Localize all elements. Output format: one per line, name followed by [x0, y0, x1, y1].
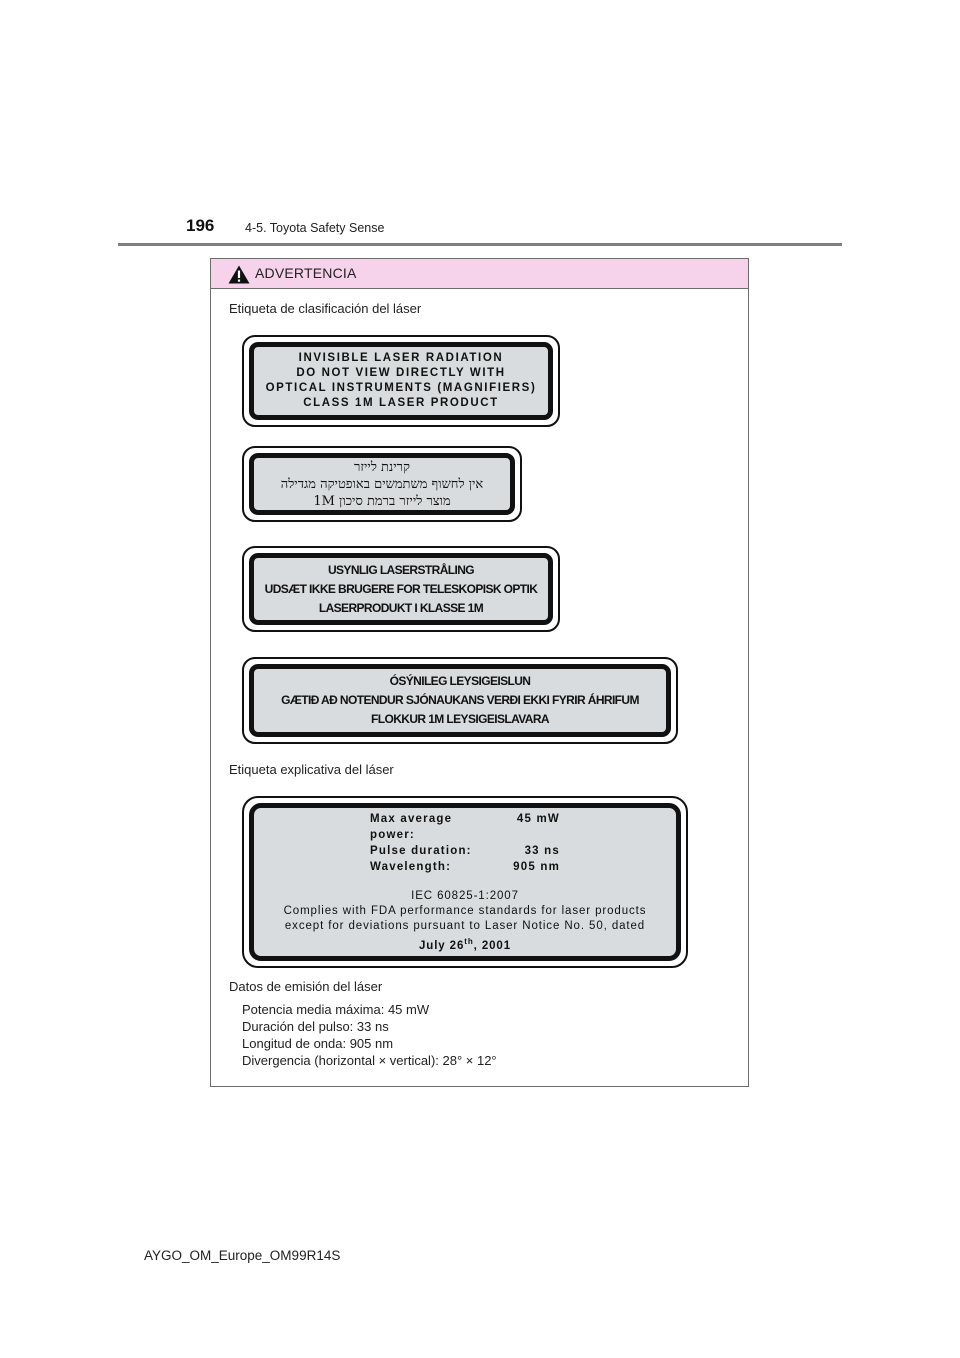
emission-line: Potencia media máxima: 45 mW [242, 1002, 430, 1017]
label-line: DO NOT VIEW DIRECTLY WITH [296, 367, 506, 379]
label-line: קרינת לייזר [354, 459, 410, 475]
spec-value: 45 mW [516, 812, 560, 825]
label-panel [249, 342, 553, 420]
footer-code: AYGO_OM_Europe_OM99R14S [144, 1248, 341, 1263]
spec-value: 33 ns [524, 844, 560, 857]
warning-triangle-icon [228, 265, 250, 284]
spec-value: 905 nm [513, 860, 560, 873]
spec-label: Max average power: [370, 812, 453, 841]
label-line: USYNLIG LASERSTRÅLING [327, 562, 475, 577]
date-suffix-sup: th [464, 936, 474, 946]
laser-label-icelandic [242, 657, 678, 744]
label-line: INVISIBLE LASER RADIATION [298, 352, 504, 364]
label-line: UDSÆT IKKE BRUGERE FOR TELESKOPISK OPTIK [264, 581, 538, 596]
standard-line: IEC 60825-1:2007 [411, 889, 519, 902]
page-number: 196 [186, 216, 215, 235]
section-title: 4-5. Toyota Safety Sense [245, 221, 385, 235]
emission-line: Longitud de onda: 905 nm [242, 1036, 394, 1051]
explanatory-caption: Etiqueta explicativa del láser [229, 762, 394, 777]
label-line: אין לחשוף משתמשים באופטיקה מגדילה [280, 476, 484, 492]
date-prefix: July 26 [418, 939, 465, 952]
emission-data [242, 1001, 497, 1069]
header-rule [118, 243, 842, 246]
emission-caption: Datos de emisión del láser [229, 979, 383, 994]
label-panel [249, 453, 515, 515]
laser-label-english [242, 335, 560, 427]
label-line: מוצר לייזר ברמת סיכון 1M [313, 493, 451, 509]
laser-explanatory-label [242, 796, 688, 968]
label-panel [249, 803, 681, 961]
label-panel [249, 664, 671, 737]
warning-header [211, 259, 748, 289]
spec-label: Pulse duration: [370, 844, 472, 857]
classification-caption: Etiqueta de clasificación del láser [229, 301, 422, 316]
warning-title: ADVERTENCIA [255, 265, 357, 281]
laser-label-hebrew [242, 446, 522, 522]
label-line: CLASS 1M LASER PRODUCT [303, 397, 499, 409]
emission-line: Duración del pulso: 33 ns [242, 1019, 389, 1034]
laser-label-danish [242, 546, 560, 632]
label-line: LASERPRODUKT I KLASSE 1M [318, 600, 484, 615]
label-panel [249, 553, 553, 625]
spec-label: Wavelength: [370, 860, 452, 873]
date-line [419, 934, 511, 954]
emission-line: Divergencia (horizontal × vertical): 28° × 12° [242, 1053, 497, 1068]
label-line: GÆTIÐ AÐ NOTENDUR SJÓNAUKANS VERÐI EKKI FYRIR ÁHRIFUM [281, 693, 639, 707]
compliance-line: Complies with FDA performance standards for laser products [283, 904, 647, 917]
compliance-line: except for deviations pursuant to Laser Notice No. 50, dated [284, 919, 646, 932]
label-line: ÓSÝNILEG LEYSIGEISLUN [389, 674, 531, 688]
date-year: , 2001 [473, 939, 512, 952]
label-line: OPTICAL INSTRUMENTS (MAGNIFIERS) [265, 382, 537, 394]
spec-table [370, 811, 560, 875]
label-line: FLOKKUR 1M LEYSIGEISLAVARA [371, 712, 549, 726]
